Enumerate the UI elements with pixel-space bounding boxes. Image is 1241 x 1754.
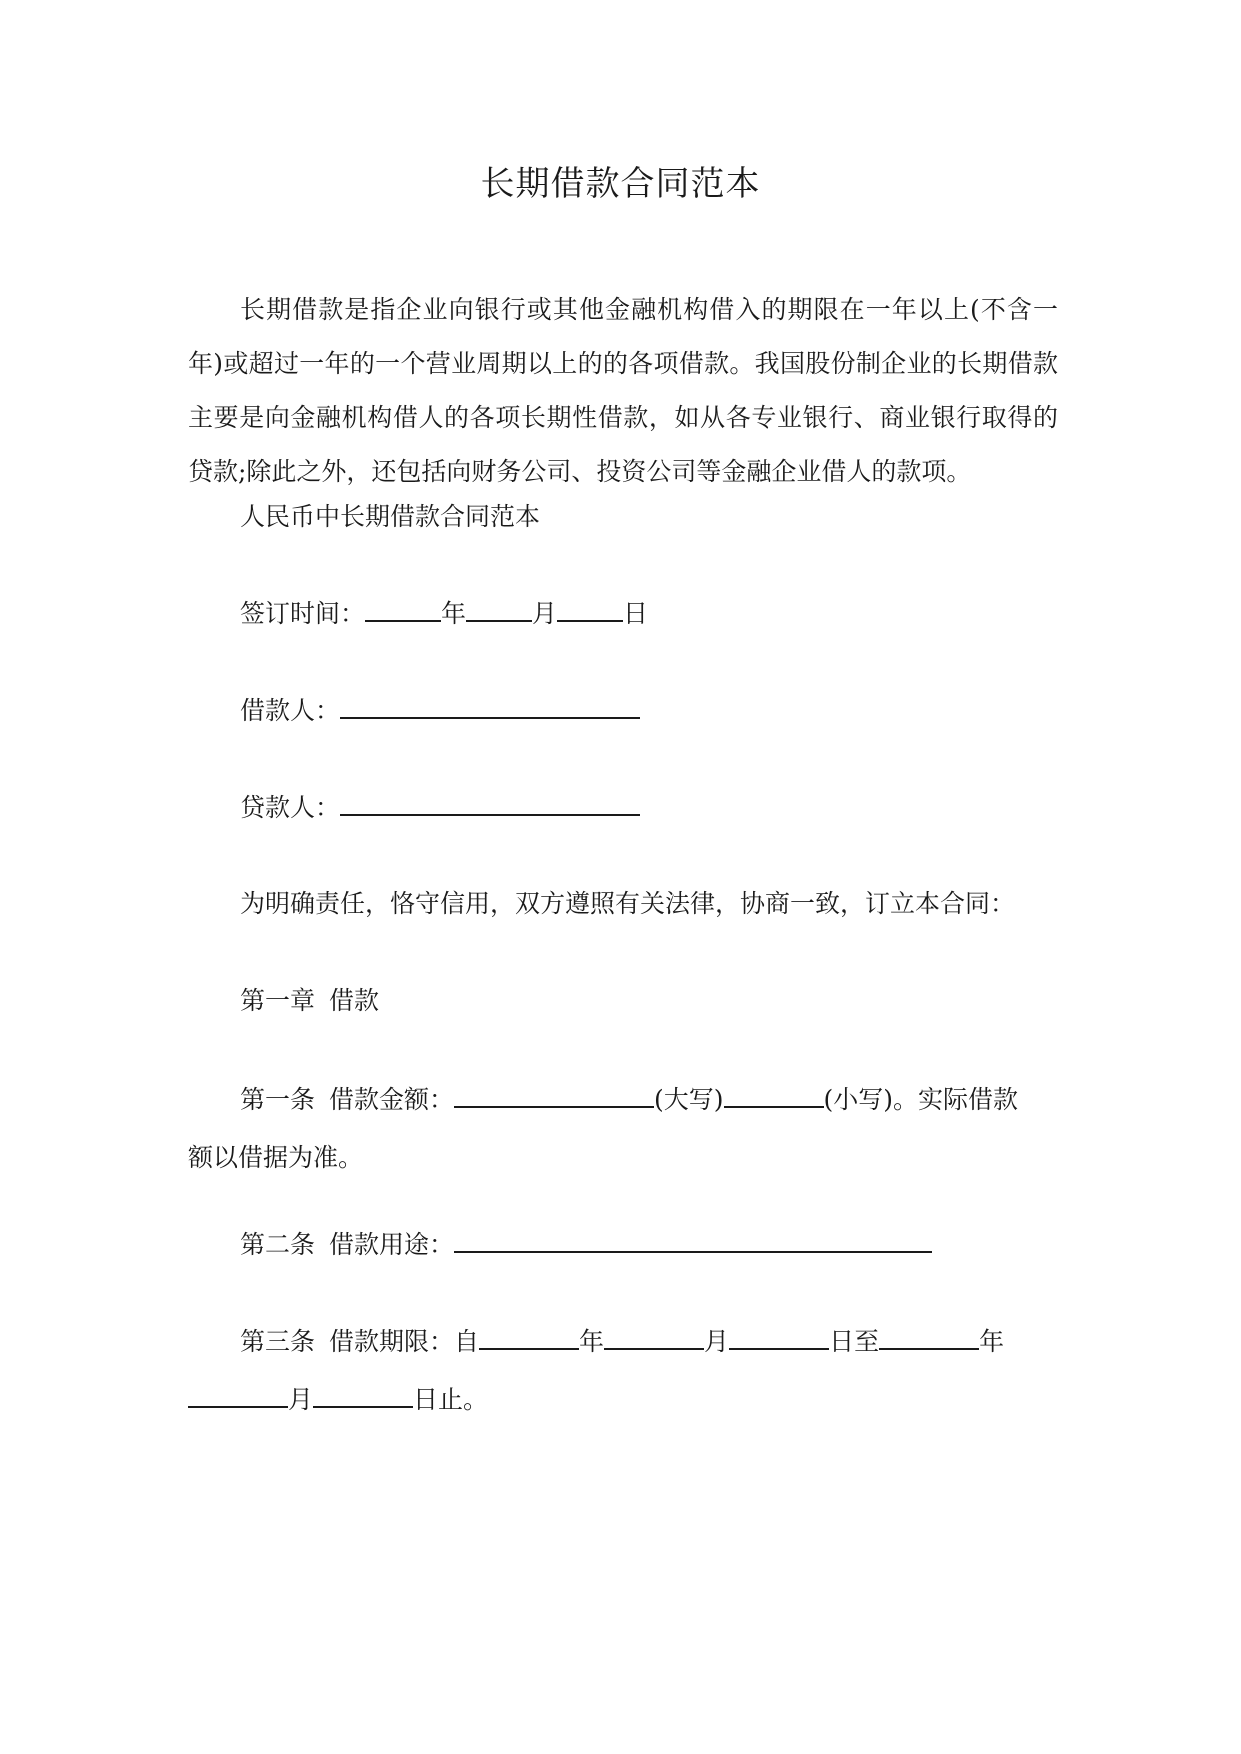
intro-paragraph: 长期借款是指企业向银行或其他金融机构借入的期限在一年以上(不含一年)或超过一年的一个营业周期以上的的各项借款。我国股份制企业的长期借款主要是向金融机构借人的各项长期性借款，如从各专业银行、商业银行取得的贷款;除此之外，还包括向财务公司、投资公司等金融企业借人的款项。 — [188, 295, 1058, 486]
amount-upper-blank[interactable] — [454, 1084, 654, 1108]
sign-year-blank[interactable] — [365, 598, 441, 622]
sign-year-label: 年 — [441, 599, 467, 628]
article-1-label: 借款金额： — [329, 1085, 455, 1114]
term-end-year-label: 年 — [979, 1327, 1005, 1356]
term-end-year-blank[interactable] — [879, 1326, 979, 1350]
article-3-line-2 — [188, 1371, 1068, 1429]
amount-upper-label: (大写) — [654, 1085, 724, 1114]
article-2-label: 借款用途： — [329, 1230, 455, 1259]
article-1-line-1 — [188, 1071, 1068, 1129]
term-end-month-blank[interactable] — [188, 1384, 288, 1408]
article-3-label: 借款期限：自 — [329, 1327, 480, 1356]
article-3-number: 第三条 — [240, 1327, 316, 1356]
lender-line — [240, 781, 640, 835]
term-start-day-label: 日至 — [829, 1327, 880, 1356]
article-1-line-2: 额以借据为准。 — [188, 1143, 364, 1172]
article-3 — [188, 1313, 1068, 1429]
chapter-1-title: 借款 — [329, 986, 380, 1015]
borrower-label: 借款人： — [240, 696, 341, 725]
article-1-number: 第一条 — [240, 1085, 316, 1114]
borrower-blank[interactable] — [340, 695, 640, 719]
article-3-line-1 — [188, 1313, 1068, 1371]
lender-label: 贷款人： — [240, 793, 341, 822]
document-title: 长期借款合同范本 — [480, 164, 761, 204]
term-end-day-blank[interactable] — [313, 1384, 413, 1408]
amount-lower-label: (小写)。实际借款 — [823, 1085, 1019, 1114]
term-start-year-blank[interactable] — [479, 1326, 579, 1350]
preamble: 为明确责任，恪守信用，双方遵照有关法律，协商一致，订立本合同： — [240, 889, 1016, 918]
sign-month-blank[interactable] — [466, 598, 532, 622]
amount-lower-blank[interactable] — [724, 1084, 824, 1108]
sign-date-label: 签订时间： — [240, 599, 366, 628]
article-2 — [240, 1218, 932, 1272]
term-start-month-label: 月 — [704, 1327, 730, 1356]
chapter-1-number: 第一章 — [240, 986, 316, 1015]
term-end-month-label: 月 — [288, 1385, 314, 1414]
article-1 — [188, 1071, 1068, 1187]
contract-subtitle: 人民币中长期借款合同范本 — [240, 502, 541, 531]
term-end-label: 日止。 — [413, 1385, 489, 1414]
term-start-year-label: 年 — [579, 1327, 605, 1356]
term-start-day-blank[interactable] — [729, 1326, 829, 1350]
purpose-blank[interactable] — [454, 1229, 932, 1253]
chapter-1-heading — [240, 974, 379, 1028]
sign-month-label: 月 — [532, 599, 558, 628]
lender-blank[interactable] — [340, 792, 640, 816]
sign-date-line — [240, 587, 648, 641]
sign-day-label: 日 — [623, 599, 649, 628]
borrower-line — [240, 684, 640, 738]
sign-day-blank[interactable] — [557, 598, 623, 622]
article-2-number: 第二条 — [240, 1230, 316, 1259]
term-start-month-blank[interactable] — [604, 1326, 704, 1350]
